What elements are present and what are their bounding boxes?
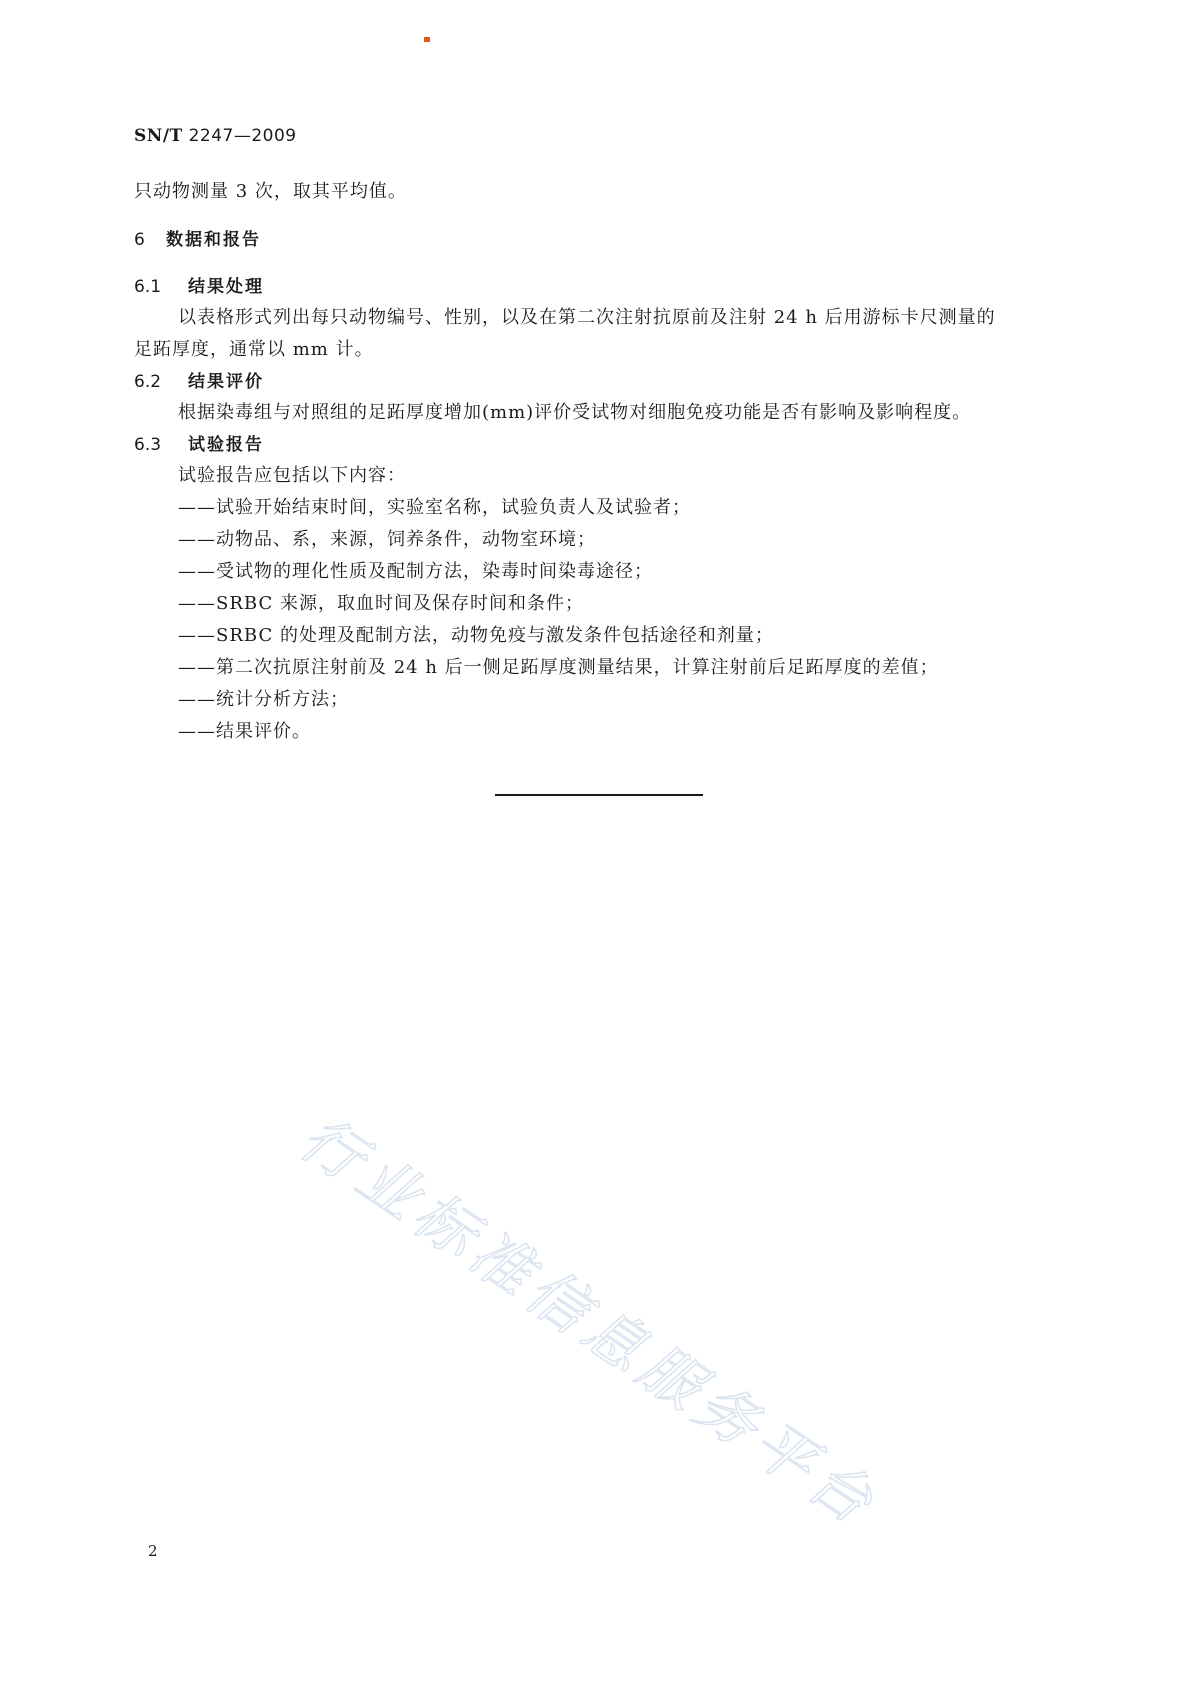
document-code-number: 2247—2009 bbox=[188, 126, 297, 146]
section-6-1-heading bbox=[134, 275, 264, 299]
section-6-1-body-line-1: 以表格形式列出每只动物编号、性别，以及在第二次注射抗原前及注射 24 h 后用游标卡尺测量的 bbox=[178, 307, 996, 328]
section-6-heading bbox=[134, 228, 261, 252]
section-6-3-title: 试验报告 bbox=[188, 435, 264, 455]
section-6-title: 数据和报告 bbox=[166, 230, 261, 250]
end-of-document-rule bbox=[495, 794, 703, 796]
document-code-prefix: SN/T bbox=[134, 126, 183, 146]
section-6-1-number: 6.1 bbox=[134, 277, 162, 297]
document-code bbox=[134, 126, 297, 146]
report-item: ——统计分析方法； bbox=[178, 689, 349, 710]
section-6-3-intro: 试验报告应包括以下内容： bbox=[178, 465, 406, 486]
continuation-text: 只动物测量 3 次，取其平均值。 bbox=[134, 181, 407, 202]
report-item: ——结果评价。 bbox=[178, 721, 311, 742]
report-item: ——受试物的理化性质及配制方法，染毒时间染毒途径； bbox=[178, 561, 653, 582]
orange-mark bbox=[424, 37, 430, 42]
section-6-1-body-line-2: 足跖厚度，通常以 mm 计。 bbox=[134, 339, 374, 360]
report-item: ——第二次抗原注射前及 24 h 后一侧足跖厚度测量结果，计算注射前后足跖厚度的差值； bbox=[178, 657, 939, 678]
section-6-3-number: 6.3 bbox=[134, 435, 162, 455]
report-item: ——动物品、系，来源，饲养条件，动物室环境； bbox=[178, 529, 596, 550]
report-item: ——试验开始结束时间，实验室名称，试验负责人及试验者； bbox=[178, 497, 691, 518]
section-6-3-heading bbox=[134, 433, 264, 457]
section-6-1-title: 结果处理 bbox=[188, 277, 264, 297]
section-6-2-title: 结果评价 bbox=[188, 372, 264, 392]
page-number: 2 bbox=[148, 1542, 158, 1560]
report-item: ——SRBC 的处理及配制方法，动物免疫与激发条件包括途径和剂量； bbox=[178, 625, 774, 646]
section-6-2-number: 6.2 bbox=[134, 372, 162, 392]
report-item: ——SRBC 来源，取血时间及保存时间和条件； bbox=[178, 593, 584, 614]
section-6-2-body: 根据染毒组与对照组的足跖厚度增加(mm)评价受试物对细胞免疫功能是否有影响及影响程度。 bbox=[178, 402, 972, 423]
section-6-2-heading bbox=[134, 370, 264, 394]
section-6-number: 6 bbox=[134, 230, 145, 250]
watermark: 行业标准信息服务平台 bbox=[287, 1103, 891, 1542]
